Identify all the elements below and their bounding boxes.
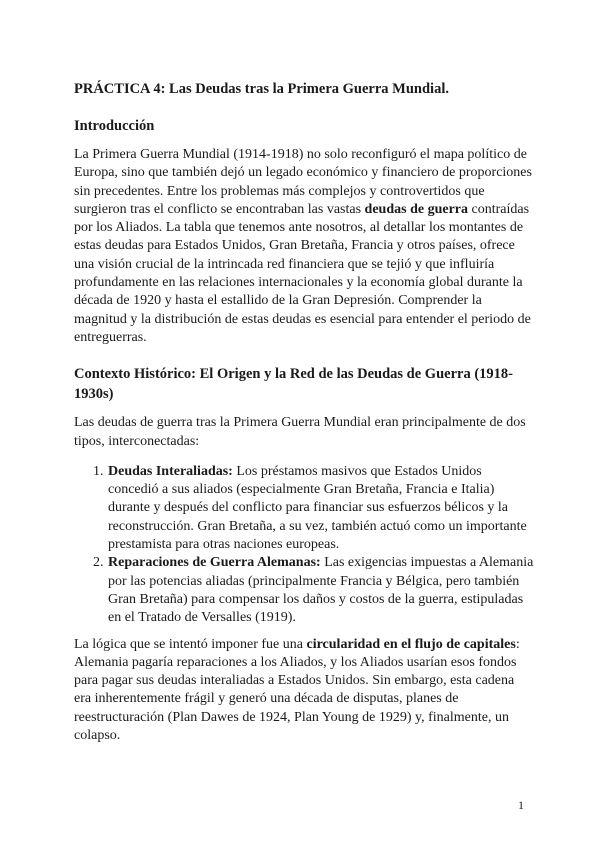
document-page	[74, 70, 534, 745]
document-title: PRÁCTICA 4: Las Deudas tras la Primera Guerra Mundial.	[74, 81, 449, 97]
closing-text-2: : Alemania pagaría reparaciones a los Aliados, y los Aliados usarían esos fondos para pagar sus deudas interaliadas a Estados Unidos. Sin embargo, esta cadena era inherentemente frágil y generó una década de disputas, planes de reestructuración (Plan Dawes de 1924, Plan Young de 1929) y, finalmente, un colapso.	[74, 636, 520, 744]
list-item-text: Los préstamos masivos que Estados Unidos concedió a sus aliados (especialmente Gran Bretaña, Francia e Italia) durante y después del conflicto para financiar sus esfuerzos bélicos y la reconstrucción. Gran Bretaña, a su vez, también actuó como un importante prestamista para otras naciones europeas.	[108, 463, 527, 553]
page-number: 1	[518, 798, 524, 812]
closing-paragraph	[74, 636, 534, 746]
context-intro-paragraph: Las deudas de guerra tras la Primera Guerra Mundial eran principalmente de dos tipos, interconectadas:	[74, 415, 526, 449]
section-heading-contexto-historico: Contexto Histórico: El Origen y la Red de las Deudas de Guerra (1918-1930s)	[74, 366, 513, 403]
list-item	[107, 554, 534, 627]
intro-bold-deudas-de-guerra: deudas de guerra	[364, 201, 468, 217]
closing-text-1: La lógica que se intentó imponer fue una	[74, 636, 307, 652]
list-item	[107, 463, 534, 554]
closing-bold-circularidad: circularidad en el flujo de capitales	[306, 636, 516, 652]
intro-text-1: La Primera Guerra Mundial (1914-1918) no solo reconfiguró el mapa político de Europa, sino que también dejó un legado económico y financiero de proporciones sin precedentes. Entre los problemas más complejos y controvertidos que surgieron tras el conflicto se encontraban las vastas	[74, 147, 532, 217]
intro-paragraph	[74, 146, 534, 347]
intro-text-2: contraídas por los Aliados. La tabla que tenemos ante nosotros, al detallar los montantes de estas deudas para Estados Unidos, Gran Bretaña, Francia y otros países, ofrece una visión crucial de la intrincada red financiera que se tejió y que influiría profundamente en las relaciones internacionales y la economía global durante la década de 1920 y hasta el estallido de la Gran Depresión. Comprender la magnitud y la distribución de estas deudas es esencial para entender el periodo de entreguerras.	[74, 201, 531, 345]
list-item-bold: Reparaciones de Guerra Alemanas:	[108, 555, 321, 571]
list-item-bold: Deudas Interaliadas:	[108, 463, 233, 479]
list-item-text: Las exigencias impuestas a Alemania por las potencias aliadas (principalmente Francia y Bélgica, pero también Gran Bretaña) para compensar los daños y costos de la guerra, estipuladas en el Tratado de Versalles (1919).	[108, 555, 534, 626]
section-heading-introduccion: Introducción	[74, 118, 155, 134]
debt-types-list	[74, 463, 534, 628]
